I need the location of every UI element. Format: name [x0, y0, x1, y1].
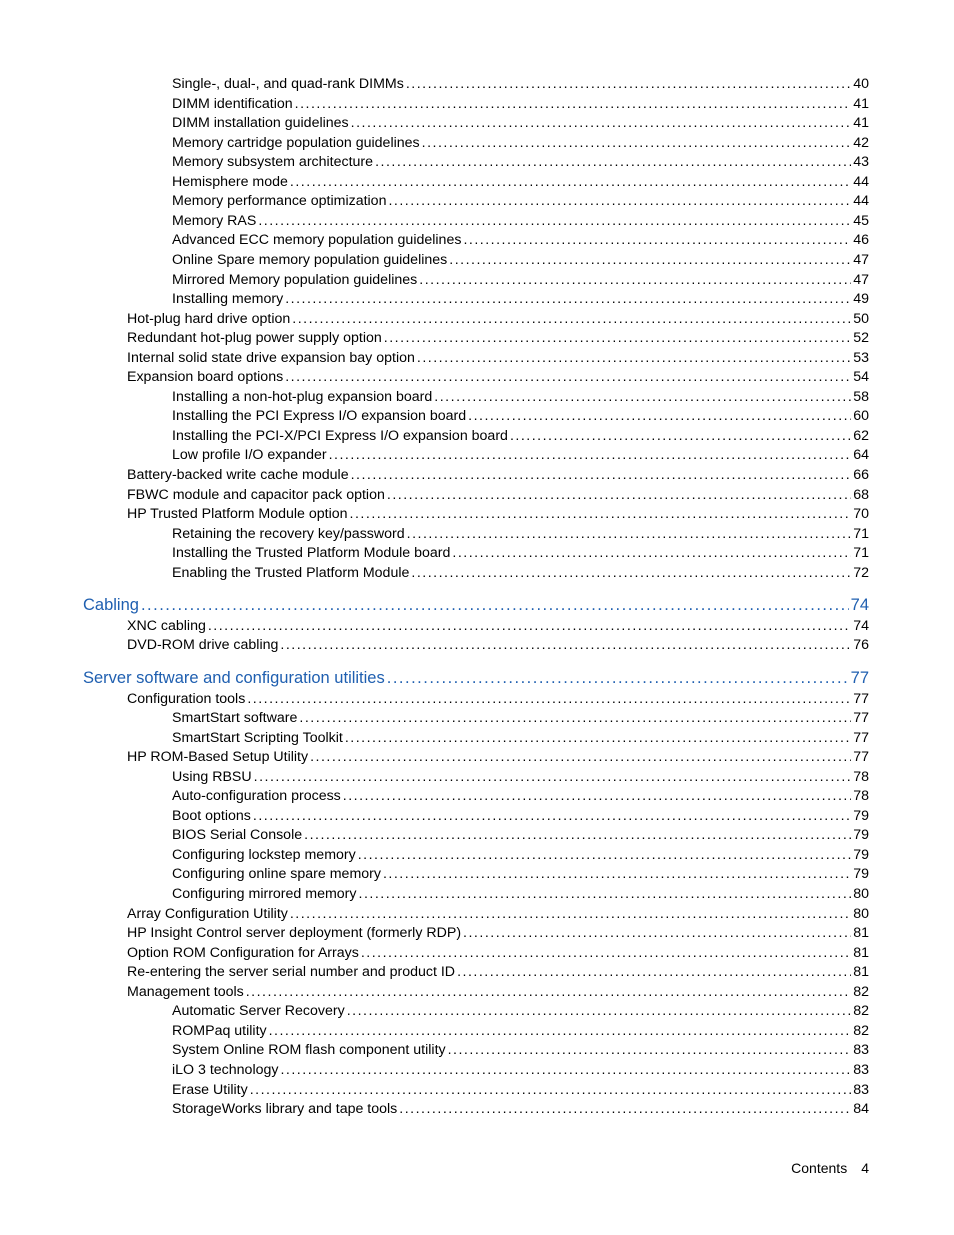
toc-page-number: 68 [853, 486, 869, 503]
footer-page-number: 4 [861, 1160, 869, 1176]
toc-entry[interactable] [127, 905, 869, 923]
toc-entry[interactable] [172, 807, 869, 825]
toc-entry[interactable] [172, 787, 869, 805]
dot-leader [250, 1081, 852, 1099]
dot-leader [468, 407, 851, 425]
toc-page-number: 79 [853, 846, 869, 863]
toc-page-number: 82 [853, 1022, 869, 1039]
toc-entry[interactable] [172, 865, 869, 883]
dot-leader [310, 748, 851, 766]
dot-leader [280, 636, 851, 654]
toc-entry[interactable] [172, 271, 869, 289]
toc-entry[interactable] [172, 1022, 869, 1040]
toc-entry-label: HP Trusted Platform Module option [127, 506, 348, 523]
dot-leader [452, 544, 851, 562]
toc-entry[interactable] [172, 1100, 869, 1118]
toc-entry[interactable] [172, 1061, 869, 1079]
dot-leader [304, 826, 851, 844]
toc-entry-label: DIMM identification [172, 95, 293, 112]
toc-page-number: 44 [853, 173, 869, 190]
toc-page-number: 81 [853, 925, 869, 942]
toc-entry-label: Auto-configuration process [172, 788, 341, 805]
toc-page-number: 83 [853, 1042, 869, 1059]
dot-leader [388, 192, 851, 210]
toc-entry[interactable] [127, 617, 869, 635]
toc-page-number: 60 [853, 408, 869, 425]
toc-page-number: 58 [853, 388, 869, 405]
toc-chapter-entry[interactable] [83, 595, 869, 615]
toc-entry-label: Re-entering the server serial number and product ID [127, 964, 456, 981]
toc-page-number: 53 [853, 349, 869, 366]
toc-entry[interactable] [127, 310, 869, 328]
dot-leader [422, 134, 852, 152]
toc-entry-label: Memory RAS [172, 212, 257, 229]
toc-entry-label: ROMPaq utility [172, 1022, 267, 1039]
dot-leader [290, 173, 851, 191]
toc-entry-label: Hemisphere mode [172, 173, 288, 190]
toc-entry[interactable] [172, 826, 869, 844]
footer-section-label: Contents [791, 1160, 848, 1176]
toc-page-number: 80 [853, 905, 869, 922]
toc-entry-label: XNC cabling [127, 617, 206, 634]
toc-entry[interactable] [172, 544, 869, 562]
toc-page-number: 77 [850, 668, 869, 687]
dot-leader [449, 251, 851, 269]
toc-page-number: 44 [853, 193, 869, 210]
toc-entry[interactable] [172, 525, 869, 543]
dot-leader [258, 212, 851, 230]
dot-leader [457, 963, 851, 981]
toc-entry-label: Erase Utility [172, 1081, 248, 1098]
dot-leader [399, 1100, 851, 1118]
toc-entry-label: Enabling the Trusted Platform Module [172, 564, 410, 581]
toc-page-number: 72 [853, 564, 869, 581]
dot-leader [347, 1002, 852, 1020]
toc-page-number: 43 [853, 154, 869, 171]
toc-page-number: 84 [853, 1101, 869, 1118]
toc-page-number: 64 [853, 447, 869, 464]
toc-page-number: 76 [853, 637, 869, 654]
dot-leader [358, 846, 851, 864]
toc-entry[interactable] [172, 407, 869, 425]
toc-entry[interactable] [172, 173, 869, 191]
toc-page-number: 77 [853, 729, 869, 746]
dot-leader [434, 388, 851, 406]
toc-entry-label: Installing the PCI Express I/O expansion board [172, 408, 467, 425]
toc-page-number: 79 [853, 807, 869, 824]
toc-page-number: 47 [853, 271, 869, 288]
toc-entry[interactable] [172, 427, 869, 445]
toc-entry-label: Automatic Server Recovery [172, 1003, 345, 1020]
dot-leader [411, 564, 851, 582]
toc-entry[interactable] [127, 466, 869, 484]
toc-entry-label: Management tools [127, 983, 244, 1000]
toc-page-number: 41 [853, 115, 869, 132]
toc-chapter-entry[interactable] [83, 668, 869, 688]
toc-entry-label: Using RBSU [172, 768, 252, 785]
toc-page-number: 62 [853, 427, 869, 444]
toc-entry-label: Installing the PCI-X/PCI Express I/O expansion board [172, 427, 508, 444]
toc-page-number: 71 [853, 525, 869, 542]
dot-leader [406, 75, 851, 93]
toc-entry[interactable] [127, 486, 869, 504]
toc-entry-label: Installing a non-hot-plug expansion board [172, 388, 433, 405]
toc-entry[interactable] [172, 564, 869, 582]
toc-entry-label: Configuring lockstep memory [172, 846, 356, 863]
toc-entry-label: Configuration tools [127, 690, 246, 707]
toc-entry[interactable] [172, 114, 869, 132]
toc-entry-label: Cabling [83, 596, 139, 615]
toc-entry-label: Memory cartridge population guidelines [172, 134, 420, 151]
toc-entry[interactable] [172, 290, 869, 308]
dot-leader [292, 310, 851, 328]
toc-page-number: 80 [853, 886, 869, 902]
toc-page-number: 83 [853, 1061, 869, 1078]
toc-entry-label: StorageWorks library and tape tools [172, 1101, 398, 1118]
dot-leader [247, 690, 851, 708]
toc-entry[interactable] [127, 924, 869, 942]
toc-entry[interactable] [127, 349, 869, 367]
dot-leader [208, 617, 851, 635]
toc-page-number: 81 [853, 944, 869, 961]
dot-leader [463, 924, 851, 942]
toc-entry-label: Mirrored Memory population guidelines [172, 271, 418, 288]
toc-entry-label: Battery-backed write cache module [127, 467, 349, 483]
toc-page-number: 82 [853, 1003, 869, 1020]
dot-leader [361, 944, 851, 962]
dot-leader [329, 446, 852, 464]
toc-entry[interactable] [172, 231, 869, 249]
dot-leader [375, 153, 851, 171]
toc-entry-label: Single-, dual-, and quad-rank DIMMs [172, 76, 404, 92]
toc-page-number: 70 [853, 506, 869, 523]
toc-entry-label: Configuring online spare memory [172, 866, 381, 883]
dot-leader [359, 885, 852, 903]
toc-entry[interactable] [172, 212, 869, 230]
toc-entry-label: DVD-ROM drive cabling [127, 637, 279, 654]
toc-entry-label: SmartStart Scripting Toolkit [172, 729, 343, 746]
dot-leader [141, 595, 849, 615]
toc-entry-label: Memory subsystem architecture [172, 154, 374, 171]
toc-page-number: 46 [853, 232, 869, 249]
dot-leader [448, 1041, 852, 1059]
dot-leader [384, 329, 851, 347]
dot-leader [417, 349, 851, 367]
toc-entry[interactable] [127, 329, 869, 347]
toc-entry[interactable] [127, 690, 869, 708]
page-footer [791, 1159, 869, 1177]
toc-entry[interactable] [127, 983, 869, 1001]
dot-leader [343, 787, 851, 805]
dot-leader [383, 865, 851, 883]
toc-entry-label: Retaining the recovery key/password [172, 525, 405, 542]
dot-leader [351, 466, 852, 484]
toc-entry[interactable] [127, 944, 869, 962]
toc-page-number: 77 [853, 749, 869, 766]
toc-entry[interactable] [172, 251, 869, 269]
toc-page-number: 79 [853, 827, 869, 844]
toc-page-number: 42 [853, 134, 869, 151]
toc-page-number: 45 [853, 212, 869, 229]
toc-entry[interactable] [127, 505, 869, 523]
dot-leader [407, 525, 852, 543]
toc-page-number: 83 [853, 1081, 869, 1098]
toc-entry-label: Boot options [172, 807, 251, 824]
toc-entry-label: Installing memory [172, 291, 284, 308]
dot-leader [254, 768, 852, 786]
toc-entry-label: Memory performance optimization [172, 193, 387, 210]
dot-leader [351, 114, 852, 132]
dot-leader [295, 95, 852, 113]
toc-entry-label: System Online ROM flash component utility [172, 1042, 446, 1059]
toc-entry-label: SmartStart software [172, 710, 298, 727]
dot-leader [345, 729, 851, 747]
toc-entry-label: HP Insight Control server deployment (formerly RDP) [127, 925, 462, 942]
toc-entry-label: Configuring mirrored memory [172, 886, 357, 902]
toc-entry-label: Hot-plug hard drive option [127, 310, 291, 327]
toc-entry-label: Expansion board options [127, 369, 284, 386]
toc-page-number: 79 [853, 866, 869, 883]
toc-page-number: 41 [853, 95, 869, 112]
dot-leader [290, 905, 851, 923]
toc-page-number: 71 [853, 545, 869, 562]
toc-entry-label: Internal solid state drive expansion bay option [127, 349, 415, 366]
dot-leader [463, 231, 851, 249]
toc-entry[interactable] [172, 134, 869, 152]
toc-page-number: 47 [853, 251, 869, 268]
toc-entry[interactable] [172, 1081, 869, 1099]
dot-leader [387, 486, 851, 504]
toc-entry[interactable] [172, 153, 869, 171]
toc-entry[interactable] [172, 1002, 869, 1020]
toc-entry[interactable] [172, 768, 869, 786]
toc-page-number: 74 [850, 596, 869, 615]
toc-page-number: 82 [853, 983, 869, 1000]
toc-entry[interactable] [172, 95, 869, 113]
toc-entry-label: Redundant hot-plug power supply option [127, 330, 382, 347]
toc-page-number: 78 [853, 788, 869, 805]
toc-entry[interactable] [172, 885, 869, 903]
toc-entry[interactable] [172, 192, 869, 210]
dot-leader [280, 1061, 851, 1079]
dot-leader [510, 427, 851, 445]
toc-entry-label: Advanced ECC memory population guidelines [172, 232, 462, 249]
dot-leader [387, 668, 849, 688]
toc-page-number: 77 [853, 710, 869, 727]
toc-page-number: 66 [853, 467, 869, 483]
dot-leader [269, 1022, 852, 1040]
toc-page-number: 52 [853, 330, 869, 347]
toc-entry-label: DIMM installation guidelines [172, 115, 349, 132]
toc-entry-label: Server software and configuration utilities [83, 668, 385, 687]
toc-entry-label: HP ROM-Based Setup Utility [127, 749, 309, 766]
toc-page-number: 49 [853, 291, 869, 308]
toc-page-number: 50 [853, 310, 869, 327]
dot-leader [246, 983, 851, 1001]
toc-entry-label: Online Spare memory population guidelines [172, 251, 448, 268]
toc-entry[interactable] [172, 75, 869, 93]
toc-entry[interactable] [172, 846, 869, 864]
toc-entry[interactable] [172, 729, 869, 747]
toc-page-number: 78 [853, 768, 869, 785]
toc-entry-label: Option ROM Configuration for Arrays [127, 944, 359, 961]
toc-entry[interactable] [172, 1041, 869, 1059]
toc-entry[interactable] [127, 368, 869, 386]
toc-entry[interactable] [172, 388, 869, 406]
toc-entry-label: Array Configuration Utility [127, 905, 288, 922]
dot-leader [419, 271, 851, 289]
toc-entry-label: FBWC module and capacitor pack option [127, 486, 385, 503]
toc-entry-label: Installing the Trusted Platform Module board [172, 545, 451, 562]
toc-page-number: 74 [853, 617, 869, 634]
dot-leader [285, 290, 851, 308]
toc-entry[interactable] [127, 963, 869, 981]
toc-page-number: 81 [853, 964, 869, 981]
toc-page-number: 77 [853, 690, 869, 707]
toc-entry-label: BIOS Serial Console [172, 827, 303, 844]
toc-entry[interactable] [127, 636, 869, 654]
dot-leader [253, 807, 851, 825]
toc-entry[interactable] [172, 446, 869, 464]
toc-page-number: 40 [853, 76, 869, 92]
toc-page-number: 54 [853, 369, 869, 386]
toc-entry-label: iLO 3 technology [172, 1061, 279, 1078]
dot-leader [350, 505, 852, 523]
dot-leader [299, 709, 851, 727]
toc-entry[interactable] [172, 709, 869, 727]
toc-entry[interactable] [127, 748, 869, 766]
toc-entry-label: Low profile I/O expander [172, 447, 327, 464]
dot-leader [285, 368, 851, 386]
